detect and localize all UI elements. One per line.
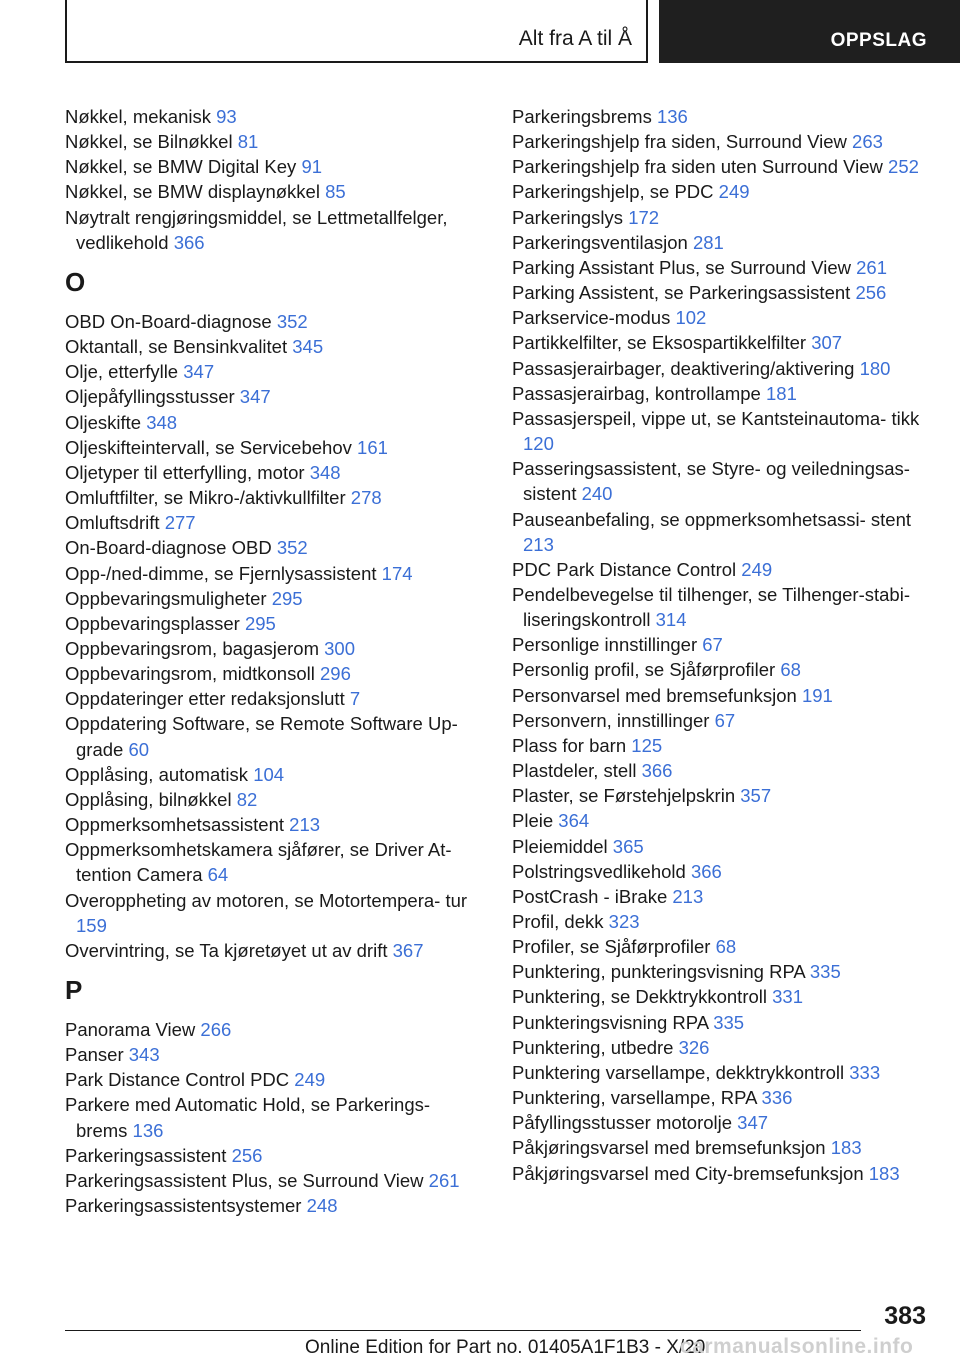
index-entry-term: Oljetyper til etterfylling, motor <box>65 461 310 483</box>
index-entry <box>65 762 475 787</box>
index-entry <box>512 934 932 959</box>
index-entry <box>512 1161 932 1186</box>
index-page-link[interactable]: 60 <box>128 738 150 760</box>
index-page-link[interactable]: 174 <box>381 562 413 584</box>
index-entry-term: Passasjerspeil, vippe ut, se Kantsteinautoma‐ tikk <box>512 407 920 429</box>
index-entry <box>512 984 932 1009</box>
index-entry <box>65 129 475 154</box>
index-entry <box>512 205 932 230</box>
index-entry <box>65 510 475 535</box>
index-entry <box>65 661 475 686</box>
index-page-link[interactable]: 67 <box>702 634 723 656</box>
index-entry-term: Olje, etterfylle <box>65 361 184 383</box>
index-page-link[interactable]: 93 <box>216 106 237 127</box>
index-entry <box>65 611 475 636</box>
index-entry <box>65 384 475 409</box>
header-section-box <box>65 0 648 63</box>
index-entry-term: Opp-/ned-dimme, se Fjernlysassistent <box>65 562 382 584</box>
index-page-link[interactable]: 345 <box>292 336 324 358</box>
index-entry-term: Opplåsing, automatisk <box>65 763 254 785</box>
index-entry-term: Oppbevaringsrom, midtkonsoll <box>65 663 320 685</box>
index-entry-term: Oppmerksomhetskamera sjåfører, se Driver At‐ tention Camera <box>65 839 452 886</box>
index-entry-term: Nøkkel, se BMW Digital Key <box>65 156 302 178</box>
page-number: 383 <box>884 1302 926 1330</box>
index-entry <box>512 783 932 808</box>
index-entry-term: Pauseanbefaling, se oppmerksomhetsassi‐ stent <box>512 508 911 530</box>
index-page-link[interactable]: 81 <box>237 131 259 153</box>
index-entry <box>512 456 932 506</box>
index-entry-term: Oppbevaringsplasser <box>65 612 245 634</box>
index-page-link[interactable]: 161 <box>357 436 388 458</box>
index-page-link[interactable]: 102 <box>675 307 707 329</box>
index-entry-term: Oljepåfyllingsstusser <box>65 386 240 408</box>
index-page-link[interactable]: 348 <box>146 411 178 433</box>
index-page-link[interactable]: 366 <box>690 860 722 882</box>
index-entry-term: Nøkkel, se BMW displaynøkkel <box>65 181 326 203</box>
index-page-link[interactable]: 335 <box>713 1011 745 1033</box>
index-entry-term: Parkeringsassistent Plus, se Surround View <box>65 1169 429 1191</box>
index-letter-heading: O <box>65 266 86 297</box>
index-entry <box>65 812 475 837</box>
index-page-link[interactable]: 240 <box>581 483 613 505</box>
index-entry <box>512 708 932 733</box>
index-entry-term: Oppbevaringsmuligheter <box>65 587 272 609</box>
index-entry <box>65 179 475 204</box>
index-entry-term: On-Board-diagnose OBD <box>65 537 277 559</box>
index-page-link[interactable]: 172 <box>628 206 660 228</box>
index-page-link[interactable]: 180 <box>859 357 891 379</box>
index-entry <box>512 1135 932 1160</box>
index-page-link[interactable]: 64 <box>207 864 229 886</box>
index-entry <box>512 356 932 381</box>
index-entry <box>65 1168 475 1193</box>
index-page-link[interactable]: 181 <box>766 382 797 404</box>
index-entry-term: Park Distance Control PDC <box>65 1069 295 1091</box>
index-entry-term: Parkeringshjelp, se PDC <box>512 181 719 203</box>
index-page-link[interactable]: 120 <box>523 433 554 455</box>
index-entry-term: Punkteringsvisning RPA <box>512 1011 714 1033</box>
index-entry-term: Plastdeler, stell <box>512 760 642 782</box>
watermark-logo: carmanualsonline.info <box>680 1335 914 1358</box>
index-entry-term: Oljeskifte <box>65 411 147 433</box>
index-entry <box>65 1042 475 1067</box>
index-entry <box>512 909 932 934</box>
index-entry <box>512 179 932 204</box>
index-entry-term: Punktering varsellampe, dekktrykkontroll <box>512 1061 850 1083</box>
index-page-link[interactable]: 256 <box>855 282 887 304</box>
index-entry-term: Personvern, innstillinger <box>512 709 715 731</box>
index-page-link[interactable]: 281 <box>692 231 724 253</box>
index-entry <box>512 859 932 884</box>
index-entry-term: Plass for barn <box>512 734 632 756</box>
index-entry <box>512 104 932 129</box>
index-page-link[interactable]: 7 <box>349 688 361 710</box>
index-entry-term: Parkeringsbrems <box>512 106 657 127</box>
index-entry <box>512 808 932 833</box>
index-page-link[interactable]: 249 <box>294 1069 326 1091</box>
index-entry-term: Nøytralt rengjøringsmiddel, se Lettmetallfelger, vedlikehold <box>65 206 448 253</box>
index-entry <box>512 230 932 255</box>
index-entry <box>512 884 932 909</box>
index-entry-term: Oppmerksomhetsassistent <box>65 814 290 836</box>
index-entry-term: PostCrash - iBrake <box>512 885 673 907</box>
index-entry-term: PDC Park Distance Control <box>512 558 742 580</box>
index-column-left <box>65 104 475 1218</box>
index-entry-term: Parkeringsassistent <box>65 1144 232 1166</box>
index-entry-term: Parkeringsassistentsystemer <box>65 1195 307 1217</box>
index-entry-term: Påfyllingsstusser motorolje <box>512 1112 738 1134</box>
index-entry <box>512 255 932 280</box>
index-entry <box>512 129 932 154</box>
index-page-link[interactable]: 352 <box>276 537 308 559</box>
index-entry <box>512 632 932 657</box>
index-entry <box>65 888 475 938</box>
index-entry <box>65 711 475 761</box>
index-entry-term: Passeringsassistent, se Styre- og veiledningsas‐ sistent <box>512 458 910 505</box>
index-entry-term: Omluftsdrift <box>65 512 165 534</box>
index-entry-term: Punktering, punkteringsvisning RPA <box>512 961 810 983</box>
index-entry-term: Punktering, varsellampe, RPA <box>512 1087 762 1109</box>
index-entry <box>512 834 932 859</box>
index-entry <box>65 485 475 510</box>
header-chapter-title: OPPSLAG <box>830 30 927 51</box>
index-entry-term: Punktering, utbedre <box>512 1036 679 1058</box>
index-page-link[interactable]: 68 <box>715 936 737 958</box>
index-page-link[interactable]: 125 <box>631 734 663 756</box>
index-entry <box>65 1017 475 1042</box>
index-entry <box>65 586 475 611</box>
index-entry <box>65 435 475 460</box>
index-page-link[interactable]: 347 <box>239 386 271 408</box>
index-entry <box>512 1010 932 1035</box>
index-entry-term: Opplåsing, bilnøkkel <box>65 788 237 810</box>
header-section-title: Alt fra A til Å <box>518 27 632 50</box>
index-entry <box>65 686 475 711</box>
index-entry <box>65 1143 475 1168</box>
index-entry <box>512 1035 932 1060</box>
index-page-link[interactable]: 333 <box>849 1061 881 1083</box>
index-entry <box>512 1110 932 1135</box>
index-entry <box>65 104 475 129</box>
index-entry <box>512 557 932 582</box>
index-page-link[interactable]: 357 <box>740 785 772 807</box>
footer-edition: Online Edition for Part no. 01405A1F1B3 - X/20 <box>305 1337 706 1358</box>
index-page-link[interactable]: 364 <box>558 810 590 832</box>
header-chapter-tab <box>659 0 960 63</box>
index-entry-term: Parkservice-modus <box>512 307 676 329</box>
index-page-link[interactable]: 252 <box>888 156 919 178</box>
index-entry <box>65 938 475 963</box>
index-entry <box>512 507 932 557</box>
index-entry-term: Påkjøringsvarsel med bremsefunksjon <box>512 1137 831 1159</box>
index-entry-term: Overoppheting av motoren, se Motortempera‐ tur <box>65 889 468 911</box>
index-entry-term: Parkere med Automatic Hold, se Parkerings‐ brems <box>65 1094 431 1141</box>
index-entry-term: Påkjøringsvarsel med City-bremsefunksjon <box>512 1162 869 1184</box>
index-entry-term: Omluftfilter, se Mikro-/aktivkullfilter <box>65 487 351 509</box>
index-page-link[interactable]: 261 <box>856 256 888 278</box>
index-entry-term: Pleie <box>512 810 559 832</box>
index-entry-term: Pleiemiddel <box>512 835 613 857</box>
index-entry <box>65 1067 475 1092</box>
index-page-link[interactable]: 352 <box>276 310 308 332</box>
index-page-link[interactable]: 307 <box>811 332 843 354</box>
index-entry-term: Parkeringslys <box>512 206 629 228</box>
index-page-link[interactable]: 278 <box>350 487 382 509</box>
index-entry-term: Polstringsvedlikehold <box>512 860 691 882</box>
index-page-link[interactable]: 136 <box>132 1119 164 1141</box>
index-entry <box>512 305 932 330</box>
index-entry-term: Panser <box>65 1044 129 1066</box>
index-entry-term: Partikkelfilter, se Eksospartikkelfilter <box>512 332 812 354</box>
index-page-link[interactable]: 266 <box>200 1019 232 1040</box>
index-page-link[interactable]: 347 <box>183 361 215 383</box>
index-page-link[interactable]: 296 <box>320 663 351 685</box>
index-entry-term: Overvintring, se Ta kjøretøyet ut av drift <box>65 939 393 961</box>
index-entry-term: Oppdateringer etter redaksjonslutt <box>65 688 350 710</box>
index-entry-term: Personvarsel med bremsefunksjon <box>512 684 802 706</box>
index-entry <box>512 959 932 984</box>
index-entry-term: Parkeringsventilasjon <box>512 231 693 253</box>
index-entry <box>65 1092 475 1142</box>
index-page-link[interactable]: 249 <box>741 558 773 580</box>
index-entry <box>65 154 475 179</box>
index-page-link[interactable]: 336 <box>761 1087 793 1109</box>
index-entry <box>65 837 475 887</box>
index-entry-term: Nøkkel, mekanisk <box>65 106 217 127</box>
index-entry-term: Personlige innstillinger <box>512 634 703 656</box>
index-page-link[interactable]: 213 <box>523 533 554 555</box>
index-page-link[interactable]: 159 <box>76 914 107 936</box>
index-entry-term: Oppbevaringsrom, bagasjerom <box>65 637 325 659</box>
index-page-link[interactable]: 314 <box>655 609 687 631</box>
index-page-link[interactable]: 263 <box>852 131 883 153</box>
index-page-link[interactable]: 82 <box>236 788 258 810</box>
index-entry <box>512 280 932 305</box>
index-page-link[interactable]: 331 <box>772 986 804 1008</box>
index-page-link[interactable]: 68 <box>780 659 801 681</box>
index-page-link[interactable]: 213 <box>672 885 704 907</box>
index-entry <box>512 154 932 179</box>
index-page-link[interactable]: 248 <box>306 1195 338 1217</box>
index-entry-term: Panorama View <box>65 1019 201 1040</box>
index-entry-term: OBD On-Board-diagnose <box>65 310 277 332</box>
index-entry-term: Oktantall, se Bensinkvalitet <box>65 336 293 358</box>
index-entry-term: Oljeskifteintervall, se Servicebehov <box>65 436 358 458</box>
index-letter-heading: P <box>65 975 83 1005</box>
index-page-link[interactable]: 191 <box>801 684 833 706</box>
index-page-link[interactable]: 136 <box>656 106 688 127</box>
index-page-link[interactable]: 85 <box>325 181 346 203</box>
index-entry <box>512 1060 932 1085</box>
index-page-link[interactable]: 183 <box>830 1137 862 1159</box>
index-page-link[interactable]: 326 <box>678 1036 710 1058</box>
index-entry-term: Nøkkel, se Bilnøkkel <box>65 131 238 153</box>
index-page-link[interactable]: 249 <box>718 181 750 203</box>
index-page-link[interactable]: 91 <box>301 156 323 178</box>
index-entry-term: Plaster, se Førstehjelpskrin <box>512 785 741 807</box>
index-entry <box>65 535 475 560</box>
index-entry <box>512 582 932 632</box>
index-page-link[interactable]: 366 <box>173 231 205 253</box>
index-entry-term: Pendelbevegelse til tilhenger, se Tilhenger-stabi‐ liseringskontroll <box>512 583 910 631</box>
index-page-link[interactable]: 300 <box>324 637 356 659</box>
index-entry-term: Parkeringshjelp fra siden uten Surround View <box>512 156 889 178</box>
index-page-link[interactable]: 295 <box>244 612 276 634</box>
index-entry-term: Punktering, se Dekktrykkontroll <box>512 986 773 1008</box>
index-page-link[interactable]: 335 <box>809 961 841 983</box>
index-entry <box>65 1193 475 1218</box>
index-page-link[interactable]: 277 <box>164 512 196 534</box>
index-entry <box>65 460 475 485</box>
index-page-link[interactable]: 183 <box>868 1162 900 1184</box>
index-page-link[interactable]: 261 <box>428 1169 460 1191</box>
index-entry-term: Passasjerairbager, deaktivering/aktivering <box>512 357 860 379</box>
index-column-right <box>512 104 932 1186</box>
index-entry <box>512 330 932 355</box>
index-entry-term: Parking Assistent, se Parkeringsassistent <box>512 282 856 304</box>
index-page-link[interactable]: 348 <box>309 461 341 483</box>
index-page-link[interactable]: 213 <box>289 814 321 836</box>
index-page-link[interactable]: 104 <box>253 763 285 785</box>
index-entry <box>65 410 475 435</box>
index-entry <box>512 406 932 456</box>
index-entry <box>65 636 475 661</box>
index-entry-term: Personlig profil, se Sjåførprofiler <box>512 659 781 681</box>
index-entry-term: Profil, dekk <box>512 911 609 932</box>
index-entry <box>512 657 932 682</box>
index-page-link[interactable]: 366 <box>641 760 673 782</box>
index-entry <box>512 381 932 406</box>
index-page-link[interactable]: 256 <box>231 1144 263 1166</box>
index-entry-term: Passasjerairbag, kontrollampe <box>512 382 766 404</box>
index-entry <box>512 758 932 783</box>
index-entry <box>65 561 475 586</box>
index-entry <box>512 733 932 758</box>
index-entry-term: Oppdatering Software, se Remote Software Up‐ grade <box>65 713 458 760</box>
index-entry <box>65 787 475 812</box>
index-page-link[interactable]: 343 <box>128 1044 160 1066</box>
index-entry <box>65 309 475 334</box>
index-page-link[interactable]: 367 <box>392 939 424 961</box>
index-entry-term: Parking Assistant Plus, se Surround View <box>512 256 857 278</box>
index-entry-term: Parkeringshjelp fra siden, Surround View <box>512 131 853 153</box>
index-page-link[interactable]: 347 <box>737 1112 769 1134</box>
index-entry <box>512 1085 932 1110</box>
index-entry <box>65 334 475 359</box>
index-page-link[interactable]: 323 <box>608 911 640 932</box>
index-entry <box>65 359 475 384</box>
index-page-link[interactable]: 295 <box>271 587 303 609</box>
index-entry <box>512 683 932 708</box>
footer-divider <box>65 1330 861 1331</box>
index-entry <box>65 205 475 255</box>
index-entry-term: Profiler, se Sjåførprofiler <box>512 936 716 958</box>
index-page-link[interactable]: 365 <box>612 835 644 857</box>
index-page-link[interactable]: 67 <box>714 709 736 731</box>
